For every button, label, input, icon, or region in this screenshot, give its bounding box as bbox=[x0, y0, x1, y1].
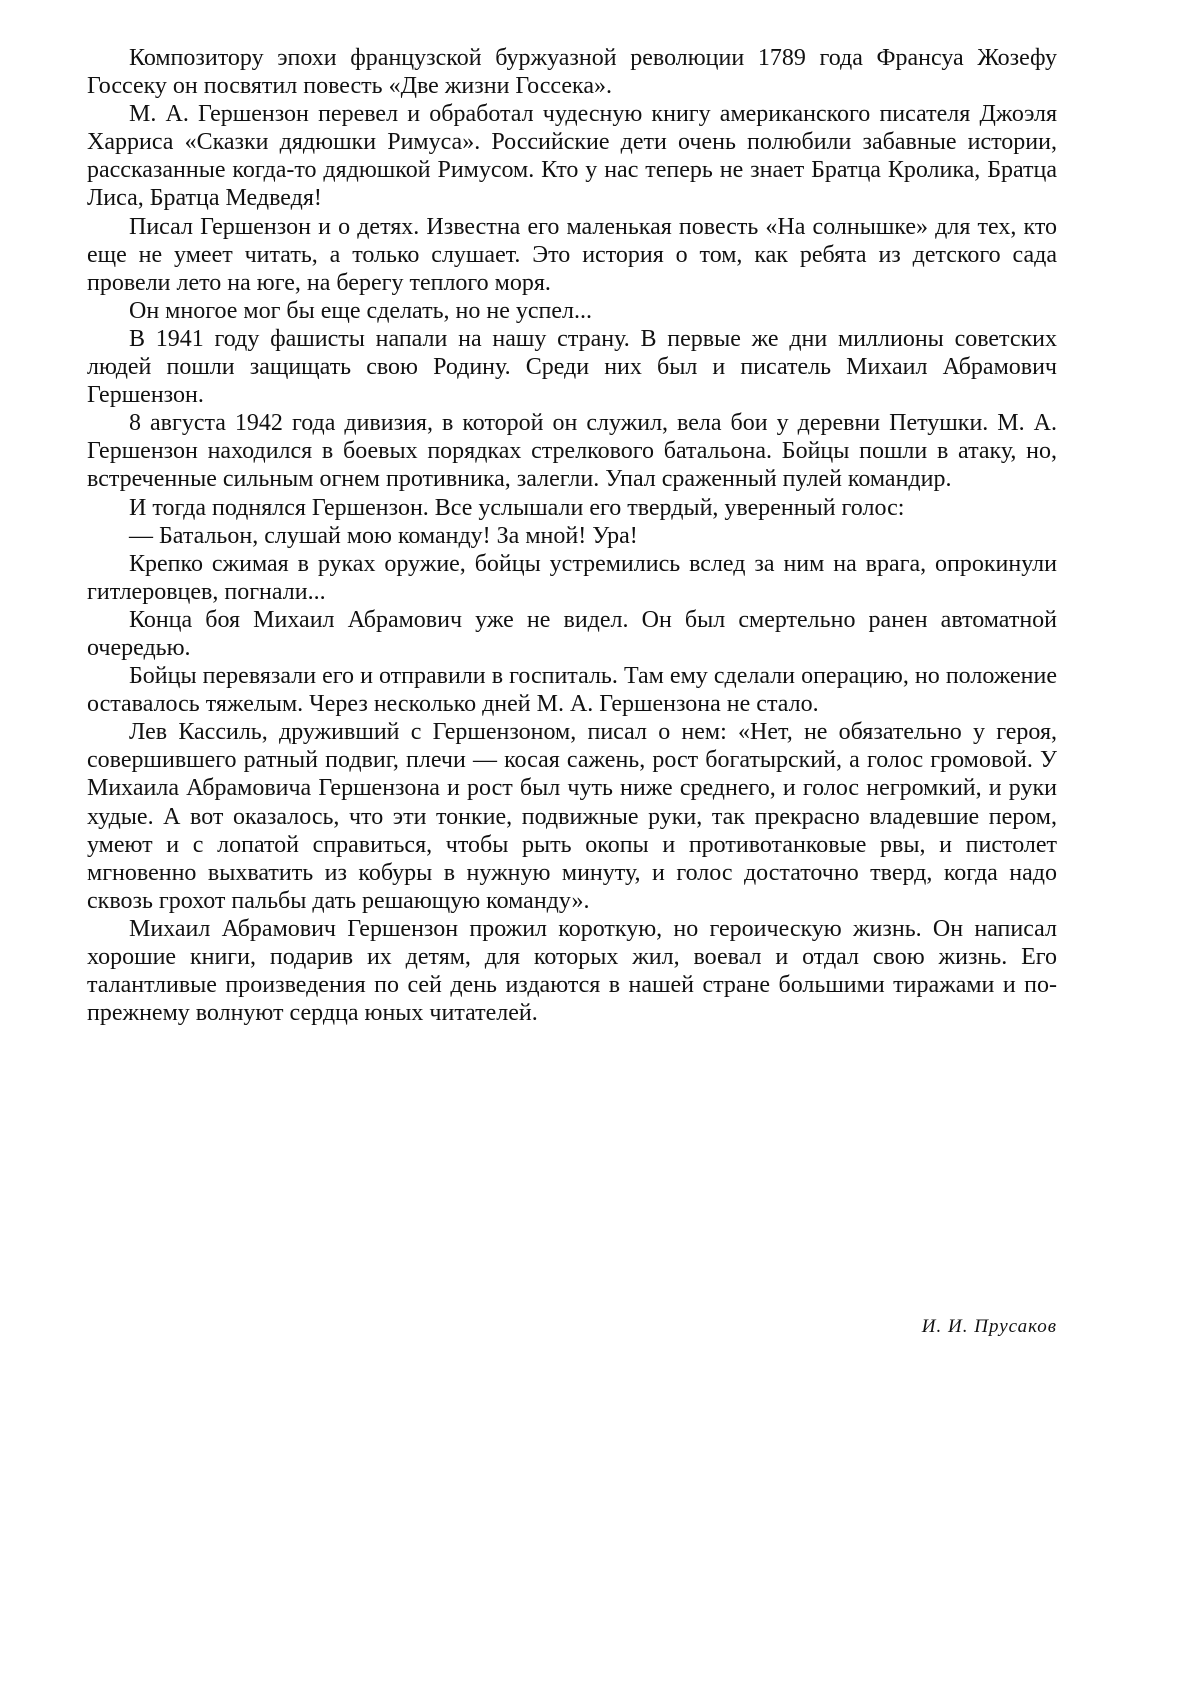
paragraph-9: Крепко сжимая в руках оружие, бойцы устремились вслед за ним на врага, опрокинули гитлеровцев, погнали... bbox=[87, 550, 1057, 605]
body-text bbox=[87, 44, 1057, 1027]
paragraph-7: И тогда поднялся Гершензон. Все услышали его твердый, уверенный голос: bbox=[129, 494, 905, 521]
paragraph-12: Лев Кассиль, друживший с Гершензоном, писал о нем: «Нет, не обязательно у героя, совершившего ратный подвиг, плечи — косая сажень, рост богатырский, а голос громовой. У Михаила Абрамовича Гершензона и рост был чуть ниже среднего, и голос негромкий, и руки худые. А вот оказалось, что эти тонкие, подвижные руки, так прекрасно владевшие пером, умеют и с лопатой справиться, чтобы рыть окопы и противотанковые рвы, и пистолет мгновенно выхватить из кобуры в нужную минуту, и голос достаточно тверд, когда надо сквозь грохот пальбы дать решающую команду». bbox=[87, 719, 1057, 914]
paragraph-6: 8 августа 1942 года дивизия, в которой он служил, вела бои у деревни Петушки. М. А. Гершензон находился в боевых порядках стрелкового батальона. Бойцы пошли в атаку, но, встреченные сильным огнем противника, залегли. Упал сраженный пулей командир. bbox=[87, 410, 1057, 493]
paragraph-3: Писал Гершензон и о детях. Известна его маленькая повесть «На солнышке» для тех, кто еще не умеет читать, а только слушает. Это история о том, как ребята из детского сада провели лето на юге, на берегу теплого моря. bbox=[87, 213, 1057, 296]
paragraph-5: В 1941 году фашисты напали на нашу страну. В первые же дни миллионы советских людей пошли защищать свою Родину. Среди них был и писатель Михаил Абрамович Гершензон. bbox=[87, 325, 1057, 409]
paragraph-8: — Батальон, слушай мою команду! За мной! Ура! bbox=[129, 522, 638, 549]
paragraph-11: Бойцы перевязали его и отправили в госпиталь. Там ему сделали операцию, но положение оставалось тяжелым. Через несколько дней М. А. Гершензона не стало. bbox=[87, 663, 1057, 718]
paragraph-2: М. А. Гершензон перевел и обработал чудесную книгу американского писателя Джоэля Харриса «Сказки дядюшки Римуса». Российские дети очень полюбили забавные истории, рассказанные когда-то дядюшкой Римусом. Кто у нас теперь не знает Братца Кролика, Братца Лиса, Братца Медведя! bbox=[87, 101, 1057, 212]
paragraph-4: Он многое мог бы еще сделать, но не успел... bbox=[129, 297, 592, 324]
paragraph-1: Композитору эпохи французской буржуазной революции 1789 года Франсуа Жозефу Госсеку он посвятил повесть «Две жизни Госсека». bbox=[87, 45, 1057, 100]
author-signature: И. И. Прусаков bbox=[921, 1316, 1057, 1337]
paragraph-10: Конца боя Михаил Абрамович уже не видел. Он был смертельно ранен автоматной очередью. bbox=[87, 606, 1057, 661]
paragraph-13: Михаил Абрамович Гершензон прожил короткую, но героическую жизнь. Он написал хорошие книги, подарив их детям, для которых жил, воевал и отдал свою жизнь. Его талантливые произведения по сей день издаются в нашей стране большими тиражами и по-прежнему волнуют сердца юных читателей. bbox=[87, 915, 1057, 1027]
